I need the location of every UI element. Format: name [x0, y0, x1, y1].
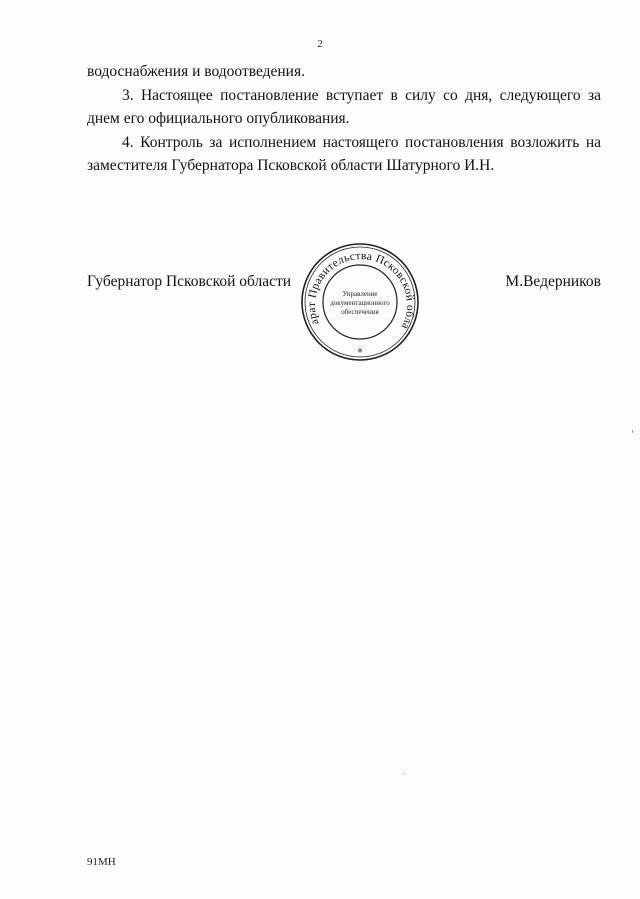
- paragraph-continuation: водоснабжения и водоотведения.: [87, 63, 305, 80]
- seal-star-icon: *: [357, 346, 363, 359]
- body-text: [87, 60, 601, 178]
- signatory-name: М.Ведерников: [505, 273, 601, 290]
- seal-inner-line-1: Управление: [342, 290, 378, 298]
- seal-graphic: [298, 240, 422, 364]
- seal-inner-line-2: документационного: [330, 299, 390, 307]
- paragraph-item-4: 4. Контроль за исполнением настоящего постановления возложить на заместителя Губернатора Псковской области Шатурного И.Н.: [87, 133, 601, 174]
- signatory-title: Губернатор Псковской области: [87, 273, 292, 290]
- page-number: 2: [317, 38, 323, 50]
- seal-outer-text: арат Правительства Псковской обла: [305, 250, 417, 332]
- seal-inner-line-3: обеспечения: [341, 308, 379, 316]
- scan-speck: [632, 430, 633, 433]
- document-code: 91МН: [87, 856, 116, 868]
- svg-text:Аппарат Правительства Псковско: [298, 240, 416, 331]
- official-seal: [298, 240, 422, 364]
- scan-speck: [404, 773, 405, 774]
- paragraph-item-3: 3. Настоящее постановление вступает в силу со дня, следующего за днем его официального опубликования.: [87, 86, 601, 127]
